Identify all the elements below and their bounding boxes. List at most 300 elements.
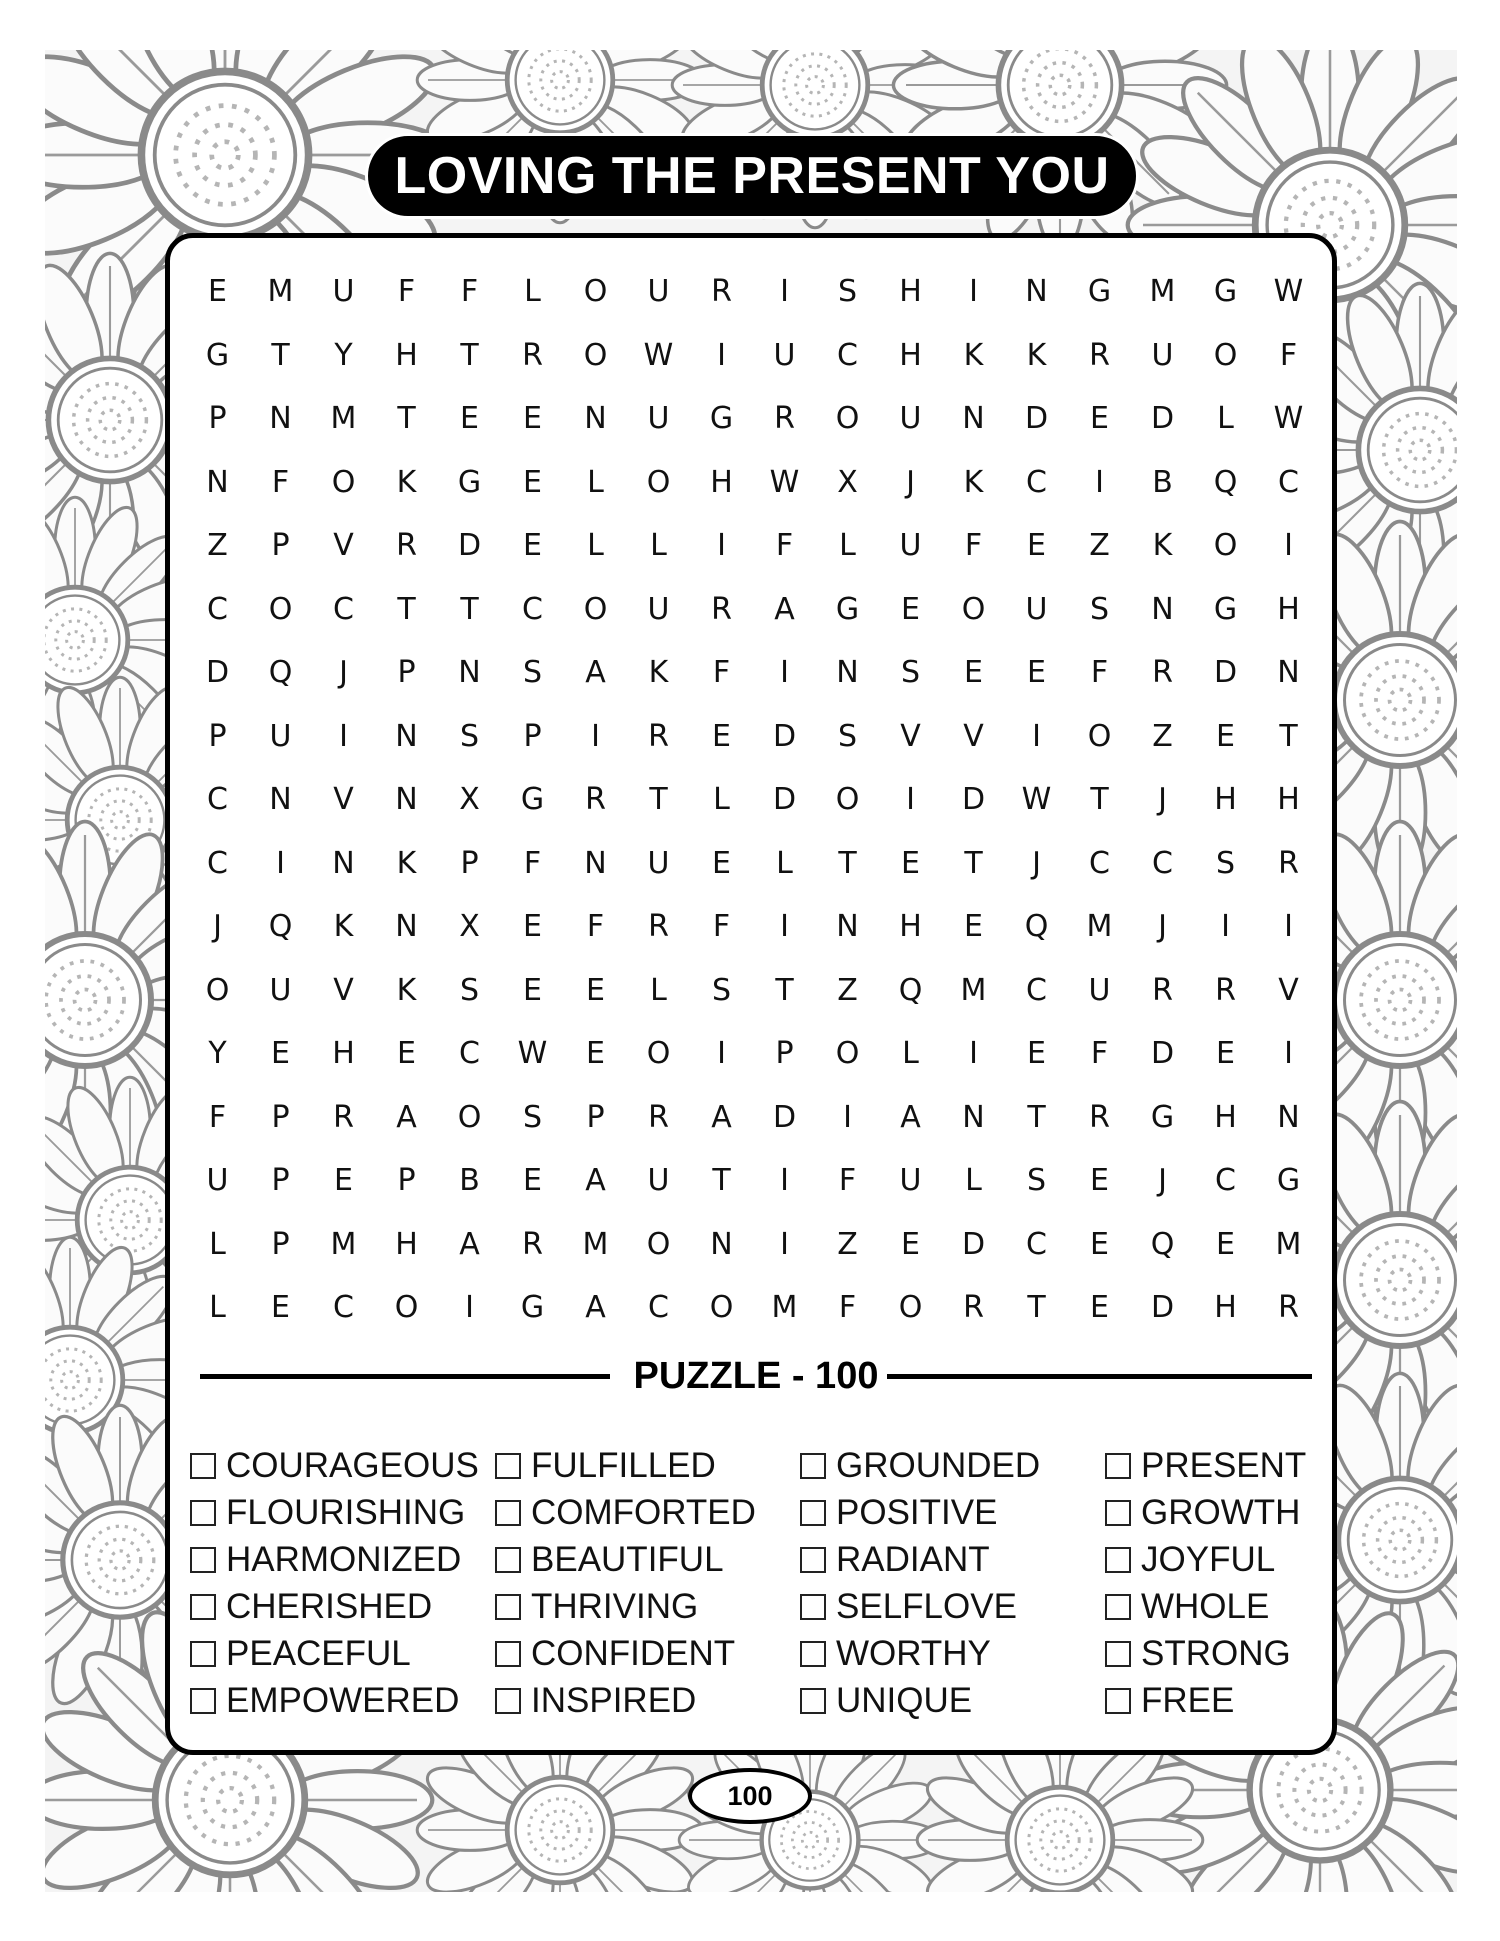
grid-letter[interactable]: V [963,718,984,754]
grid-letter[interactable]: I [969,1036,978,1072]
grid-letter[interactable]: U [206,1163,229,1199]
grid-letter[interactable]: T [964,845,983,881]
grid-letter[interactable]: N [458,655,481,691]
grid-letter[interactable]: D [772,718,797,754]
grid-letter[interactable]: K [333,909,354,945]
grid-letter[interactable]: O [394,1290,419,1326]
grid-letter[interactable]: R [396,528,417,564]
grid-letter[interactable]: H [899,274,922,310]
grid-letter[interactable]: U [1151,337,1174,373]
checkbox-icon[interactable] [1105,1547,1131,1573]
grid-letter[interactable]: O [1213,528,1238,564]
grid-letter[interactable]: X [459,782,480,818]
grid-letter[interactable]: R [963,1290,984,1326]
word-item[interactable] [190,1630,495,1677]
word-item[interactable] [495,1677,800,1724]
grid-letter[interactable]: A [585,1163,606,1199]
grid-letter[interactable]: Z [1089,528,1110,564]
grid-letter[interactable]: U [899,528,922,564]
grid-letter[interactable]: P [523,718,542,754]
word-item[interactable] [1105,1442,1320,1489]
grid-letter[interactable]: V [1278,972,1299,1008]
word-item[interactable] [1105,1630,1320,1677]
grid-letter[interactable]: U [1025,591,1048,627]
grid-letter[interactable]: W [1273,274,1304,310]
word-item[interactable] [1105,1583,1320,1630]
grid-letter[interactable]: W [643,337,674,373]
grid-letter[interactable]: H [395,1226,418,1262]
grid-letter[interactable]: I [843,1099,852,1135]
grid-letter[interactable]: U [1088,972,1111,1008]
checkbox-icon[interactable] [190,1594,216,1620]
grid-letter[interactable]: O [898,1290,923,1326]
grid-letter[interactable]: M [330,1226,357,1262]
grid-letter[interactable]: O [709,1290,734,1326]
grid-letter[interactable]: G [1213,274,1238,310]
grid-letter[interactable]: E [1216,718,1235,754]
grid-letter[interactable]: U [773,337,796,373]
grid-letter[interactable]: I [1095,464,1104,500]
word-item[interactable] [495,1583,800,1630]
grid-letter[interactable]: T [649,782,668,818]
grid-letter[interactable]: O [835,1036,860,1072]
grid-letter[interactable]: N [836,909,859,945]
word-item[interactable] [495,1442,800,1489]
grid-letter[interactable]: X [459,909,480,945]
grid-letter[interactable]: L [776,845,793,881]
grid-letter[interactable]: N [1277,1099,1300,1135]
grid-letter[interactable]: D [961,782,986,818]
grid-letter[interactable]: E [1027,655,1046,691]
grid-letter[interactable]: A [585,655,606,691]
grid-letter[interactable]: E [901,591,920,627]
word-item[interactable] [800,1489,1105,1536]
grid-letter[interactable]: E [523,528,542,564]
grid-letter[interactable]: F [964,528,983,564]
grid-letter[interactable]: I [1284,1036,1293,1072]
grid-letter[interactable]: M [771,1290,798,1326]
grid-letter[interactable]: E [712,845,731,881]
grid-letter[interactable]: E [964,655,983,691]
grid-letter[interactable]: E [712,718,731,754]
grid-letter[interactable]: T [460,591,479,627]
grid-letter[interactable]: R [711,274,732,310]
grid-letter[interactable]: G [205,337,230,373]
grid-letter[interactable]: G [835,591,860,627]
grid-letter[interactable]: N [332,845,355,881]
grid-letter[interactable]: U [899,401,922,437]
grid-letter[interactable]: T [271,337,290,373]
grid-letter[interactable]: U [269,972,292,1008]
word-item[interactable] [190,1677,495,1724]
checkbox-icon[interactable] [1105,1688,1131,1714]
grid-letter[interactable]: I [1032,718,1041,754]
grid-letter[interactable]: O [646,464,671,500]
grid-letter[interactable]: J [1158,782,1167,818]
grid-letter[interactable]: F [1279,337,1298,373]
grid-letter[interactable]: M [582,1226,609,1262]
grid-letter[interactable]: H [710,464,733,500]
grid-letter[interactable]: U [899,1163,922,1199]
grid-letter[interactable]: G [457,464,482,500]
grid-letter[interactable]: Y [334,337,353,373]
grid-letter[interactable]: E [901,845,920,881]
grid-letter[interactable]: L [1217,401,1234,437]
grid-letter[interactable]: V [333,528,354,564]
grid-letter[interactable]: T [1279,718,1298,754]
grid-letter[interactable]: F [712,909,731,945]
word-item[interactable] [190,1536,495,1583]
grid-letter[interactable]: Q [898,972,923,1008]
grid-letter[interactable]: P [397,1163,416,1199]
grid-letter[interactable]: W [769,464,800,500]
checkbox-icon[interactable] [495,1500,521,1526]
grid-letter[interactable]: L [839,528,856,564]
grid-letter[interactable]: D [457,528,482,564]
word-item[interactable] [1105,1536,1320,1583]
grid-letter[interactable]: V [333,782,354,818]
grid-letter[interactable]: T [1027,1290,1046,1326]
checkbox-icon[interactable] [190,1641,216,1667]
grid-letter[interactable]: O [961,591,986,627]
grid-letter[interactable]: E [523,401,542,437]
grid-letter[interactable]: D [772,1099,797,1135]
grid-letter[interactable]: D [1150,1290,1175,1326]
grid-letter[interactable]: K [396,845,417,881]
grid-letter[interactable]: H [899,909,922,945]
grid-letter[interactable]: W [517,1036,548,1072]
grid-letter[interactable]: L [650,528,667,564]
word-item[interactable] [190,1489,495,1536]
grid-letter[interactable]: G [1150,1099,1175,1135]
grid-letter[interactable]: R [648,909,669,945]
grid-letter[interactable]: Z [837,1226,858,1262]
grid-letter[interactable]: N [395,718,418,754]
grid-letter[interactable]: E [523,909,542,945]
grid-letter[interactable]: O [835,782,860,818]
grid-letter[interactable]: A [774,591,795,627]
grid-letter[interactable]: J [1158,909,1167,945]
grid-letter[interactable]: F [460,274,479,310]
grid-letter[interactable]: X [837,464,858,500]
grid-letter[interactable]: E [523,972,542,1008]
grid-letter[interactable]: E [208,274,227,310]
grid-letter[interactable]: C [333,1290,354,1326]
grid-letter[interactable]: E [1090,1226,1109,1262]
checkbox-icon[interactable] [190,1547,216,1573]
checkbox-icon[interactable] [495,1594,521,1620]
grid-letter[interactable]: C [333,591,354,627]
grid-letter[interactable]: N [395,909,418,945]
grid-letter[interactable]: E [271,1036,290,1072]
grid-letter[interactable]: P [271,1226,290,1262]
grid-letter[interactable]: A [459,1226,480,1262]
grid-letter[interactable]: S [900,655,921,691]
grid-letter[interactable]: U [647,1163,670,1199]
grid-letter[interactable]: A [396,1099,417,1135]
grid-letter[interactable]: R [1089,337,1110,373]
grid-letter[interactable]: F [1090,655,1109,691]
grid-letter[interactable]: S [837,274,858,310]
grid-letter[interactable]: K [963,464,984,500]
grid-letter[interactable]: F [775,528,794,564]
grid-letter[interactable]: E [1027,1036,1046,1072]
grid-letter[interactable]: E [586,972,605,1008]
grid-letter[interactable]: E [397,1036,416,1072]
grid-letter[interactable]: C [1026,1226,1047,1262]
grid-letter[interactable]: R [711,591,732,627]
grid-letter[interactable]: O [583,591,608,627]
grid-letter[interactable]: I [780,909,789,945]
word-item[interactable] [190,1583,495,1630]
grid-letter[interactable]: I [780,1226,789,1262]
grid-letter[interactable]: R [1152,972,1173,1008]
grid-letter[interactable]: M [1086,909,1113,945]
grid-letter[interactable]: Z [207,528,228,564]
word-item[interactable] [495,1536,800,1583]
grid-letter[interactable]: E [1216,1036,1235,1072]
grid-letter[interactable]: C [1278,464,1299,500]
grid-letter[interactable]: P [397,655,416,691]
grid-letter[interactable]: H [1214,782,1237,818]
grid-letter[interactable]: N [269,782,292,818]
grid-letter[interactable]: I [276,845,285,881]
checkbox-icon[interactable] [190,1500,216,1526]
checkbox-icon[interactable] [190,1688,216,1714]
grid-letter[interactable]: N [962,401,985,437]
checkbox-icon[interactable] [495,1688,521,1714]
grid-letter[interactable]: R [522,337,543,373]
grid-letter[interactable]: T [838,845,857,881]
grid-letter[interactable]: F [271,464,290,500]
grid-letter[interactable]: O [583,274,608,310]
grid-letter[interactable]: W [1273,401,1304,437]
grid-letter[interactable]: G [1276,1163,1301,1199]
grid-letter[interactable]: P [460,845,479,881]
checkbox-icon[interactable] [800,1688,826,1714]
grid-letter[interactable]: F [397,274,416,310]
word-item[interactable] [495,1489,800,1536]
grid-letter[interactable]: O [205,972,230,1008]
grid-letter[interactable]: M [960,972,987,1008]
word-item[interactable] [800,1442,1105,1489]
grid-letter[interactable]: E [1216,1226,1235,1262]
grid-letter[interactable]: I [1284,528,1293,564]
grid-letter[interactable]: S [522,1099,543,1135]
grid-letter[interactable]: I [906,782,915,818]
grid-letter[interactable]: S [1089,591,1110,627]
grid-letter[interactable]: I [969,274,978,310]
grid-letter[interactable]: Z [837,972,858,1008]
grid-letter[interactable]: A [585,1290,606,1326]
grid-letter[interactable]: C [648,1290,669,1326]
grid-letter[interactable]: E [523,1163,542,1199]
grid-letter[interactable]: I [339,718,348,754]
grid-letter[interactable]: R [648,1099,669,1135]
grid-letter[interactable]: J [1032,845,1041,881]
grid-letter[interactable]: I [780,1163,789,1199]
grid-letter[interactable]: R [1278,845,1299,881]
grid-letter[interactable]: E [523,464,542,500]
grid-letter[interactable]: S [459,718,480,754]
grid-letter[interactable]: Q [268,909,293,945]
grid-letter[interactable]: R [1278,1290,1299,1326]
word-item[interactable] [495,1630,800,1677]
grid-letter[interactable]: D [1150,401,1175,437]
grid-letter[interactable]: O [646,1226,671,1262]
grid-letter[interactable]: W [1021,782,1052,818]
letter-grid[interactable] [186,260,1320,1326]
grid-letter[interactable]: I [1221,909,1230,945]
grid-letter[interactable]: E [460,401,479,437]
grid-letter[interactable]: E [334,1163,353,1199]
checkbox-icon[interactable] [1105,1641,1131,1667]
grid-letter[interactable]: D [205,655,230,691]
grid-letter[interactable]: H [899,337,922,373]
grid-letter[interactable]: C [1026,464,1047,500]
grid-letter[interactable]: I [1284,909,1293,945]
grid-letter[interactable]: S [522,655,543,691]
grid-letter[interactable]: N [269,401,292,437]
grid-letter[interactable]: N [962,1099,985,1135]
grid-letter[interactable]: N [206,464,229,500]
grid-letter[interactable]: G [1213,591,1238,627]
grid-letter[interactable]: F [838,1163,857,1199]
grid-letter[interactable]: C [459,1036,480,1072]
grid-letter[interactable]: G [520,1290,545,1326]
grid-letter[interactable]: O [457,1099,482,1135]
grid-letter[interactable]: L [650,972,667,1008]
grid-letter[interactable]: C [207,845,228,881]
word-item[interactable] [800,1677,1105,1724]
grid-letter[interactable]: T [397,591,416,627]
checkbox-icon[interactable] [800,1594,826,1620]
grid-letter[interactable]: D [772,782,797,818]
grid-letter[interactable]: D [1024,401,1049,437]
grid-letter[interactable]: P [271,528,290,564]
grid-letter[interactable]: I [780,274,789,310]
grid-letter[interactable]: N [710,1226,733,1262]
grid-letter[interactable]: C [207,782,228,818]
grid-letter[interactable]: P [208,401,227,437]
grid-letter[interactable]: P [208,718,227,754]
grid-letter[interactable]: E [1090,1290,1109,1326]
grid-letter[interactable]: I [591,718,600,754]
grid-letter[interactable]: F [208,1099,227,1135]
grid-letter[interactable]: R [585,782,606,818]
grid-letter[interactable]: J [1158,1163,1167,1199]
grid-letter[interactable]: C [1215,1163,1236,1199]
grid-letter[interactable]: Q [268,655,293,691]
grid-letter[interactable]: T [712,1163,731,1199]
checkbox-icon[interactable] [800,1641,826,1667]
grid-letter[interactable]: L [587,528,604,564]
grid-letter[interactable]: U [647,401,670,437]
grid-letter[interactable]: F [1090,1036,1109,1072]
grid-letter[interactable]: N [1151,591,1174,627]
grid-letter[interactable]: U [647,845,670,881]
grid-letter[interactable]: H [395,337,418,373]
checkbox-icon[interactable] [495,1641,521,1667]
grid-letter[interactable]: R [333,1099,354,1135]
grid-letter[interactable]: R [1089,1099,1110,1135]
grid-letter[interactable]: P [271,1163,290,1199]
grid-letter[interactable]: R [648,718,669,754]
grid-letter[interactable]: L [713,782,730,818]
grid-letter[interactable]: N [1025,274,1048,310]
grid-letter[interactable]: O [646,1036,671,1072]
grid-letter[interactable]: T [397,401,416,437]
checkbox-icon[interactable] [800,1500,826,1526]
grid-letter[interactable]: B [459,1163,480,1199]
checkbox-icon[interactable] [1105,1453,1131,1479]
grid-letter[interactable]: S [1026,1163,1047,1199]
grid-letter[interactable]: N [1277,655,1300,691]
grid-letter[interactable]: R [774,401,795,437]
grid-letter[interactable]: O [1213,337,1238,373]
grid-letter[interactable]: Q [1150,1226,1175,1262]
grid-letter[interactable]: D [1150,1036,1175,1072]
grid-letter[interactable]: R [1215,972,1236,1008]
grid-letter[interactable]: U [269,718,292,754]
grid-letter[interactable]: U [332,274,355,310]
grid-letter[interactable]: K [963,337,984,373]
checkbox-icon[interactable] [1105,1594,1131,1620]
grid-letter[interactable]: E [964,909,983,945]
grid-letter[interactable]: O [268,591,293,627]
grid-letter[interactable]: P [271,1099,290,1135]
grid-letter[interactable]: B [1152,464,1173,500]
grid-letter[interactable]: K [1152,528,1173,564]
grid-letter[interactable]: K [396,464,417,500]
word-item[interactable] [1105,1677,1320,1724]
grid-letter[interactable]: V [900,718,921,754]
grid-letter[interactable]: F [586,909,605,945]
word-item[interactable] [800,1583,1105,1630]
grid-letter[interactable]: H [1214,1099,1237,1135]
grid-letter[interactable]: Z [1152,718,1173,754]
grid-letter[interactable]: J [213,909,222,945]
grid-letter[interactable]: M [1149,274,1176,310]
grid-letter[interactable]: O [331,464,356,500]
grid-letter[interactable]: E [586,1036,605,1072]
checkbox-icon[interactable] [190,1453,216,1479]
grid-letter[interactable]: T [460,337,479,373]
grid-letter[interactable]: T [775,972,794,1008]
grid-letter[interactable]: F [838,1290,857,1326]
grid-letter[interactable]: H [1214,1290,1237,1326]
grid-letter[interactable]: C [837,337,858,373]
grid-letter[interactable]: N [836,655,859,691]
grid-letter[interactable]: F [712,655,731,691]
grid-letter[interactable]: C [1152,845,1173,881]
checkbox-icon[interactable] [800,1453,826,1479]
grid-letter[interactable]: N [584,401,607,437]
grid-letter[interactable]: D [961,1226,986,1262]
word-item[interactable] [190,1442,495,1489]
grid-letter[interactable]: P [775,1036,794,1072]
grid-letter[interactable]: L [524,274,541,310]
grid-letter[interactable]: K [648,655,669,691]
grid-letter[interactable]: S [459,972,480,1008]
grid-letter[interactable]: C [1026,972,1047,1008]
checkbox-icon[interactable] [495,1547,521,1573]
grid-letter[interactable]: L [587,464,604,500]
grid-letter[interactable]: P [586,1099,605,1135]
grid-letter[interactable]: K [1026,337,1047,373]
grid-letter[interactable]: A [900,1099,921,1135]
grid-letter[interactable]: H [332,1036,355,1072]
